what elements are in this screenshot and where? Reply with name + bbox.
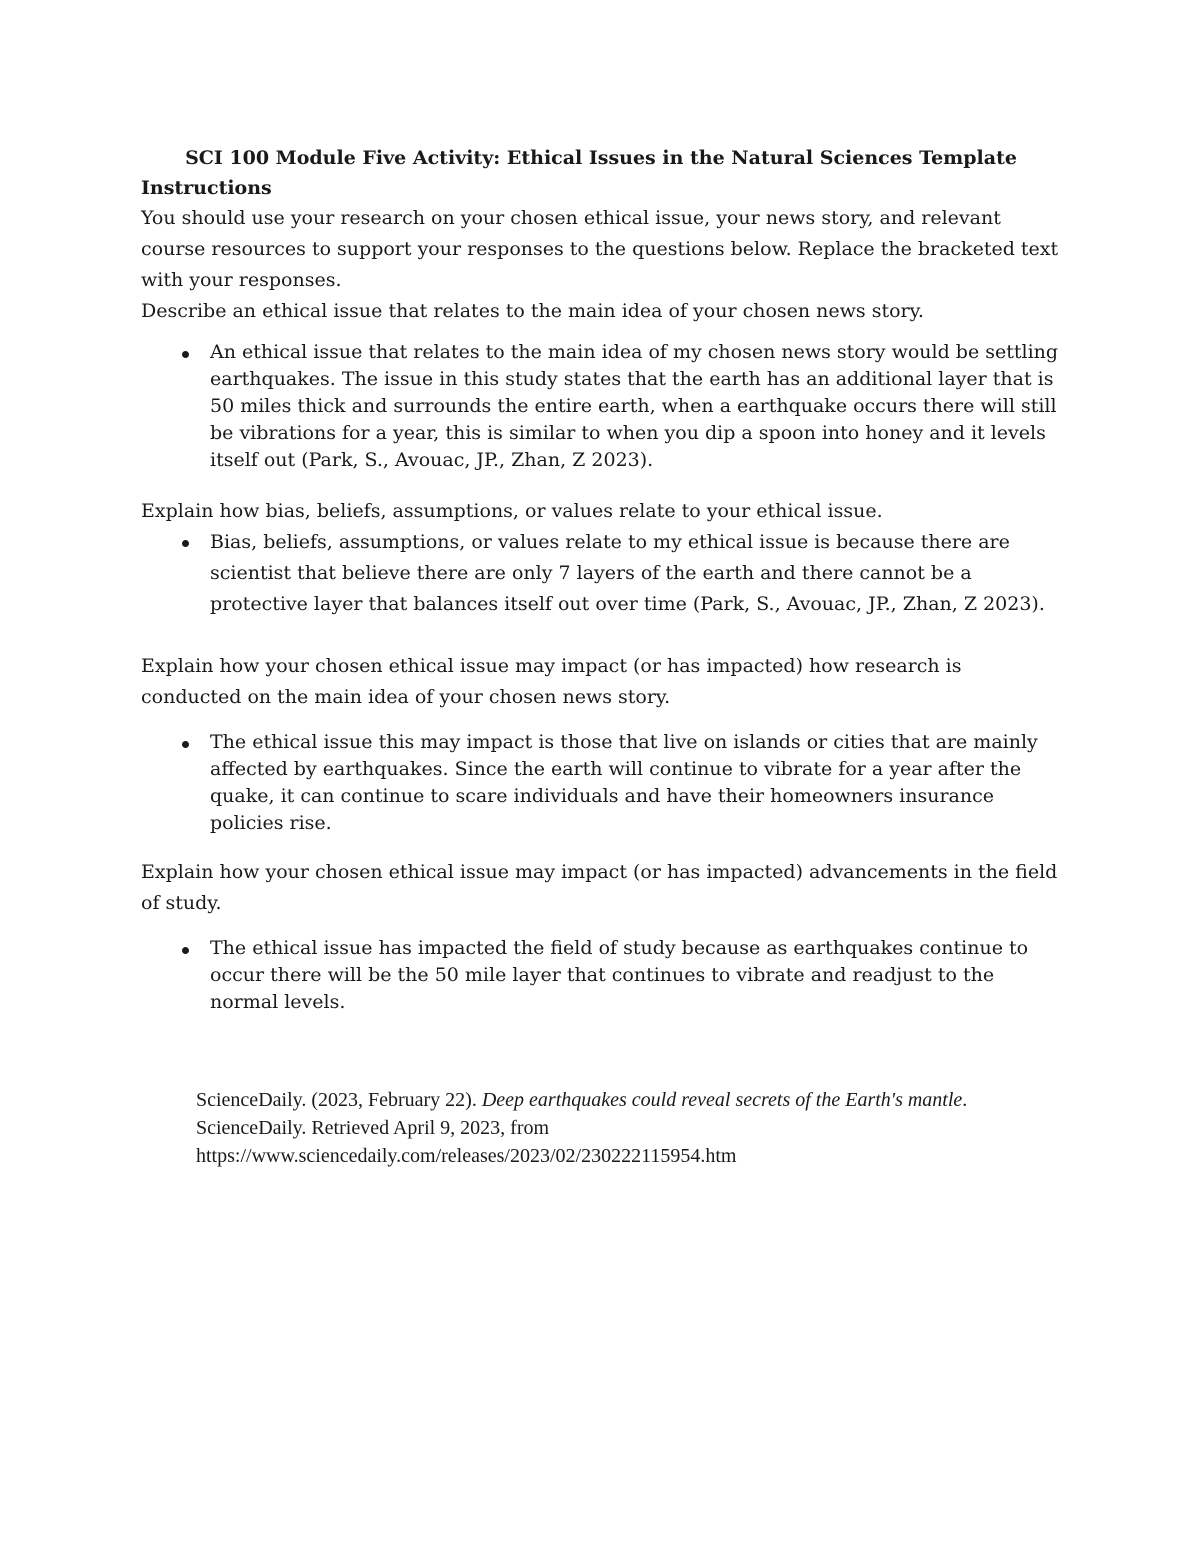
reference-citation <box>196 1086 1061 1170</box>
section-response-list <box>141 935 1061 1016</box>
section-prompt: Explain how bias, beliefs, assumptions, or values relate to your ethical issue. <box>141 500 883 522</box>
bullet-icon <box>182 947 189 954</box>
bullet-icon <box>182 741 189 748</box>
section-response <box>141 527 1061 620</box>
bullet-icon <box>182 540 189 547</box>
section-response-list <box>141 339 1061 474</box>
instructions-text: You should use your research on your chosen ethical issue, your news story, and relevant course resources to support your responses to the questions below. Replace the bracketed text with your responses. <box>141 207 1059 291</box>
section-prompt: Explain how your chosen ethical issue may impact (or has impacted) advancements in the field of study. <box>141 861 1058 914</box>
reference-article-title: Deep earthquakes could reveal secrets of the Earth's mantle <box>481 1089 963 1111</box>
reference-suffix: . ScienceDaily. Retrieved April 9, 2023, from https://www.sciencedaily.com/releases/2023/02/230222115954.htm <box>196 1089 968 1167</box>
document-page <box>141 143 1061 1190</box>
section-prompt: Describe an ethical issue that relates to the main idea of your chosen news story. <box>141 300 924 322</box>
section-prompt: Explain how your chosen ethical issue may impact (or has impacted) how research is conducted on the main idea of your chosen news story. <box>141 655 962 708</box>
document-title: SCI 100 Module Five Activity: Ethical Issues in the Natural Sciences Template <box>185 147 1017 169</box>
section-response-text: The ethical issue this may impact is those that live on islands or cities that are mainly affected by earthquakes. Since the earth will continue to vibrate for a year after the quake, it can continue to scare individuals and have their homeowners insurance policies rise. <box>210 731 1038 834</box>
section-response-text: An ethical issue that relates to the main idea of my chosen news story would be settling earthquakes. The issue in this study states that the earth has an additional layer that is 50 miles thick and surrounds the entire earth, when a earthquake occurs there will still be vibrations for a year, this is similar to when you dip a spoon into honey and it levels itself out (Park, S., Avouac, JP., Zhan, Z 2023). <box>210 341 1059 471</box>
section-response <box>141 729 1061 837</box>
reference-prefix: ScienceDaily. (2023, February 22). <box>196 1089 482 1111</box>
section-response-list <box>141 527 1061 620</box>
instructions-heading: Instructions <box>141 177 272 199</box>
section-response <box>141 339 1061 474</box>
section-response-text: Bias, beliefs, assumptions, or values relate to my ethical issue is because there are scientist that believe there are only 7 layers of the earth and there cannot be a protective layer that balances itself out over time (Park, S., Avouac, JP., Zhan, Z 2023). <box>210 531 1045 615</box>
section-response <box>141 935 1061 1016</box>
section-response-list <box>141 729 1061 837</box>
bullet-icon <box>182 351 189 358</box>
section-response-text: The ethical issue has impacted the field of study because as earthquakes continue to occur there will be the 50 mile layer that continues to vibrate and readjust to the normal levels. <box>210 937 1029 1013</box>
